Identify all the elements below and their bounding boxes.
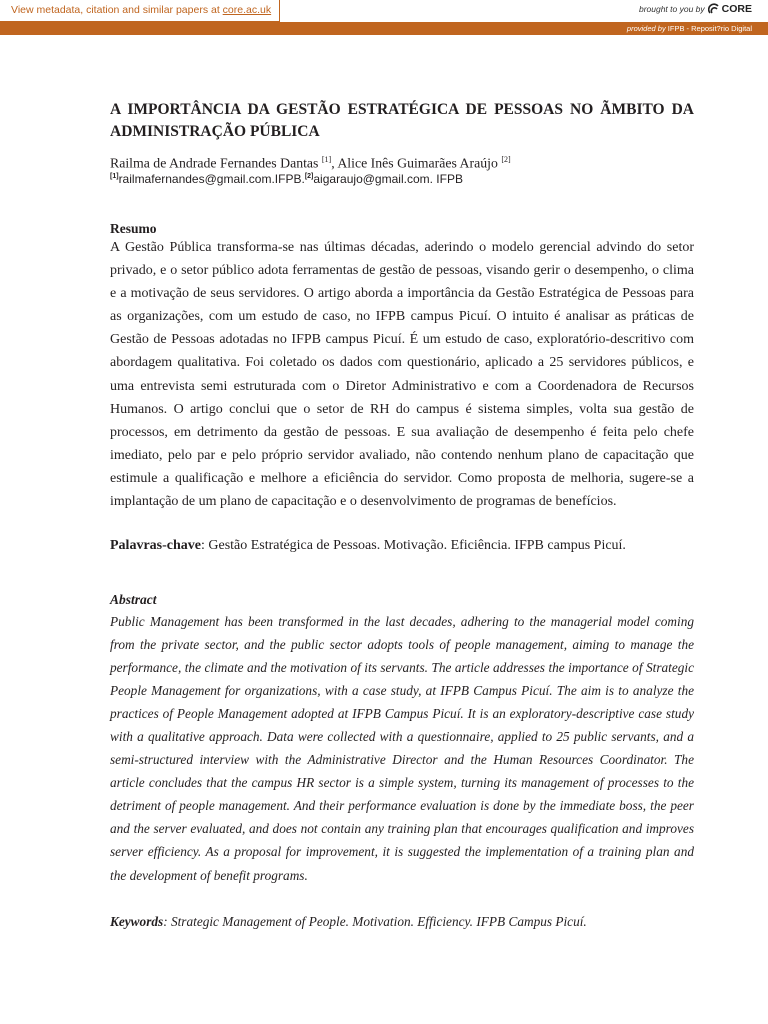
palavras-chave-label: Palavras-chave xyxy=(110,538,201,553)
core-logo-icon xyxy=(708,3,720,15)
provider-name[interactable]: IFPB - Reposit?rio Digital xyxy=(667,24,752,33)
keywords-line xyxy=(110,914,694,930)
keywords-text: : Strategic Management of People. Motivation. Efficiency. IFPB Campus Picuí. xyxy=(163,914,587,929)
author-1: Railma de Andrade Fernandes Dantas xyxy=(110,155,319,171)
author-2-mark: [2] xyxy=(501,155,511,164)
provider-bar xyxy=(0,22,768,35)
paper-title: A IMPORTÂNCIA DA GESTÃO ESTRATÉGICA DE PESSOAS NO ÃMBITO DA ADMINISTRAÇÃO PÚBLICA xyxy=(110,101,694,140)
provider-text xyxy=(627,22,752,35)
provided-by-label: provided by xyxy=(626,24,666,33)
author-2: Alice Inês Guimarães Araújo xyxy=(337,155,498,171)
core-metadata-box xyxy=(0,0,280,22)
keywords-label: Keywords xyxy=(110,914,164,929)
email-1-mark: [1] xyxy=(110,173,119,180)
core-brand xyxy=(639,3,752,15)
emails-line xyxy=(110,169,694,187)
core-logo[interactable] xyxy=(708,3,752,15)
core-logo-text: CORE xyxy=(721,3,752,15)
metadata-prefix: View metadata, citation and similar papers at xyxy=(11,4,223,16)
resumo-heading: Resumo xyxy=(110,221,157,236)
core-link[interactable]: core.ac.uk xyxy=(222,4,272,16)
brought-to-you-label: brought to you by xyxy=(638,4,705,14)
palavras-chave-text: : Gestão Estratégica de Pessoas. Motivação. Eficiência. IFPB campus Picuí. xyxy=(200,538,626,553)
email-2: aigaraujo@gmail.com. IFPB xyxy=(313,172,463,186)
abstract-text: Public Management has been transformed in the last decades, adhering to the managerial model coming from the private sector, and the public sector adopts tools of people management, aiming to manage the performance, the climate and the motivation of its servants. The article addresses the importance of Strategic People Management for organizations, with a case study, at IFPB Campus Picuí. The aim is to analyze the practices of People Management adopted at IFPB Campus Picuí. It is an exploratory-descriptive case study with a qualitative approach. Data were collected with a questionnaire, applied to 25 public servants, and a semi-structured interview with the Administrative Director and the Human Resources Coordinator. The article concludes that the campus HR sector is a simple system, turning its management of processes to the detriment of people management. And their performance evaluation is done by the immediate boss, the peer and the server evaluated, and does not contain any training plan that encourages qualification and improves server efficiency. As a proposal for improvement, it is suggested the implementation of a training plan and the development of benefit programs. xyxy=(110,614,694,883)
resumo-text: A Gestão Pública transforma-se nas últimas décadas, aderindo o modelo gerencial advindo do setor privado, e o setor público adota ferramentas de gestão de pessoas, visando gerir o desempenho, o clima e a motivação de seus servidores. O artigo aborda a importância da Gestão Estratégica de Pessoas para as organizações, com um estudo de caso, no IFPB campus Picuí. O intuito é analisar as práticas de Gestão de Pessoas adotadas no IFPB campus Picuí. É um estudo de caso, exploratório-descritivo com abordagem qualitativa. Foi coletado os dados com questionário, aplicado a 25 servidores públicos, e uma entrevista semi estruturada com o Diretor Administrativo e com a Coordenadora de Recursos Humanos. O artigo conclui que o setor de RH do campus é sistema simples, volta sua gestão de processos, em detrimento da gestão de pessoas. E sua avaliação de desempenho é feita pelo chefe imediato, pelo par e pelo próprio servidor avaliado, não contendo nenhum plano de capacitação que estimule a qualificação e melhore a eficiência do servidor. Como proposta de melhoria, sugere-se a implantação de um plano de capacitação e o desenvolvimento de programas de benefícios. xyxy=(110,240,694,510)
email-1: railmafernandes@gmail.com.IFPB. xyxy=(118,172,305,186)
core-banner xyxy=(0,0,768,23)
abstract-heading: Abstract xyxy=(110,592,157,607)
palavras-chave-line xyxy=(110,538,694,554)
email-2-mark: [2] xyxy=(304,173,314,180)
author-1-mark: [1] xyxy=(321,155,332,164)
author-separator: , xyxy=(331,155,338,171)
